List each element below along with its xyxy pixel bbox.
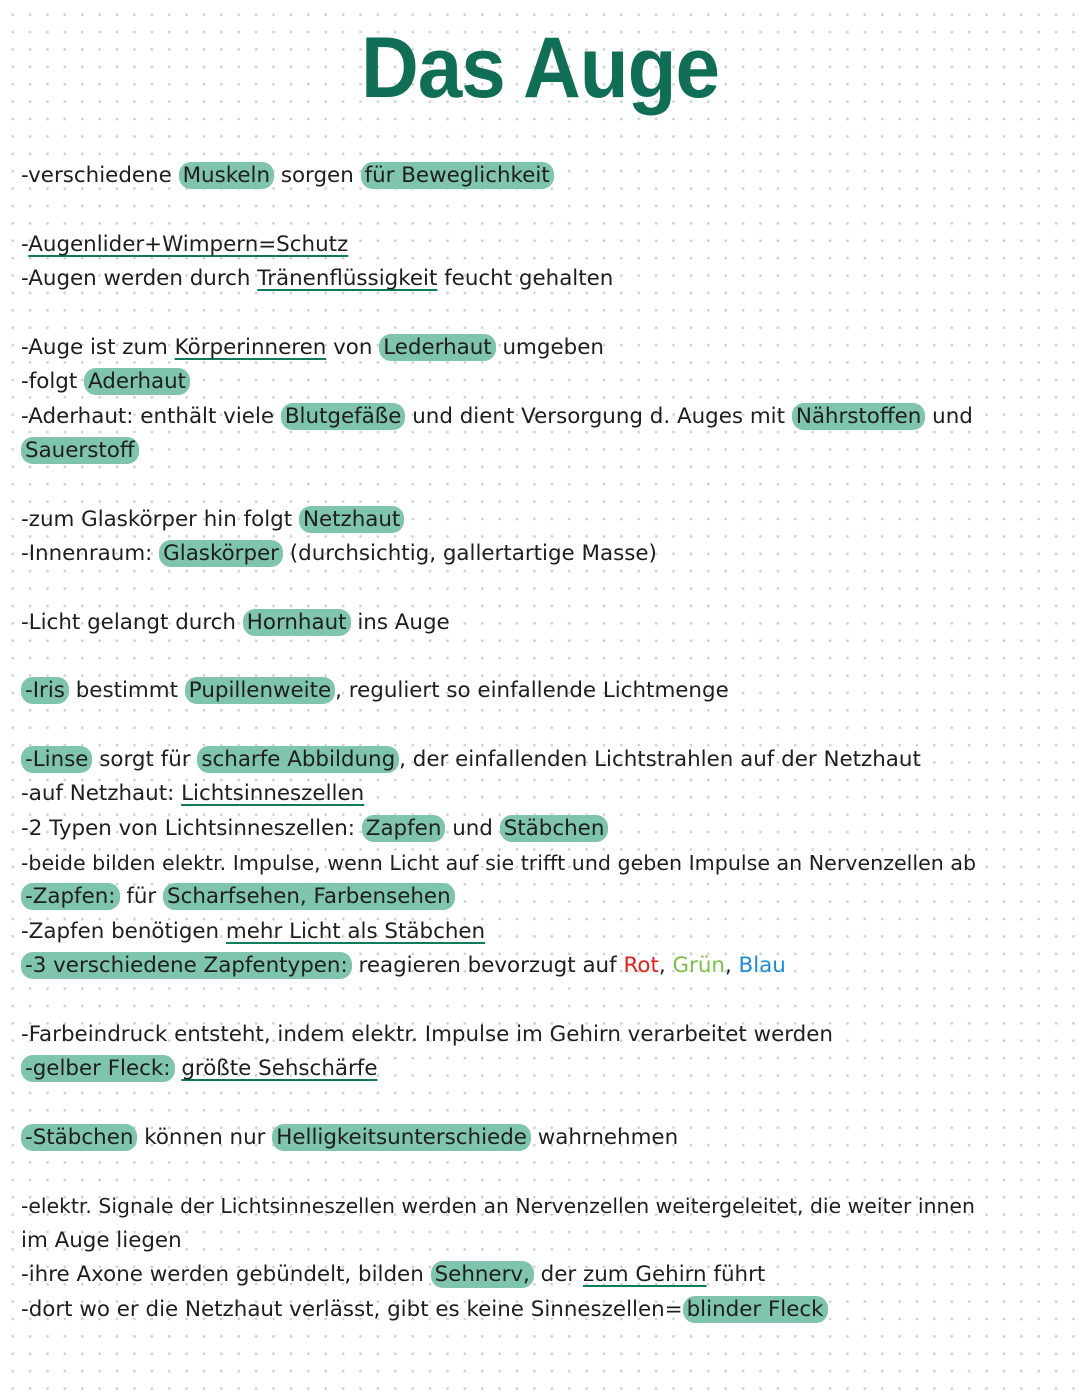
highlight: Lederhaut (379, 334, 495, 361)
underlined-text: Tränenflüssigkeit (257, 266, 438, 291)
note-line (21, 918, 485, 946)
text: -2 Typen von Lichtsinneszellen: (21, 816, 362, 841)
text: sorgen (274, 163, 361, 188)
note-line (21, 815, 608, 843)
text: , (658, 953, 673, 978)
text: -Zapfen benötigen (21, 919, 226, 944)
note-line (21, 265, 613, 293)
text: umgeben (495, 335, 604, 360)
highlight: Aderhaut (84, 368, 190, 395)
note-line (21, 506, 404, 534)
text: -auf Netzhaut: (21, 781, 182, 806)
highlight: Sehnerv, (431, 1261, 534, 1288)
highlight: Blutgefäße (281, 403, 406, 430)
highlight: Hornhaut (243, 609, 351, 636)
text: -Licht gelangt durch (21, 610, 243, 635)
highlight: scharfe Abbildung (197, 746, 399, 773)
text: -verschiedene (21, 163, 179, 188)
note-line (21, 1055, 377, 1083)
text: -Aderhaut: enthält viele (21, 404, 281, 429)
highlight: -Linse (21, 746, 92, 773)
text: -beide bilden elektr. Impulse, wenn Licht auf sie trifft und geben Impulse an Nervenzellen ab (21, 851, 977, 875)
text: -Augen werden durch (21, 266, 258, 291)
text: und (925, 404, 973, 429)
text: für (119, 884, 163, 909)
highlight: blinder Fleck (683, 1296, 828, 1323)
note-line (21, 1021, 833, 1049)
text: bestimmt (68, 678, 185, 703)
note-line (21, 780, 364, 808)
text: im Auge liegen (21, 1228, 182, 1253)
note-line (21, 1192, 975, 1220)
text: von (326, 335, 380, 360)
note-line (21, 952, 786, 980)
text: -Auge ist zum (21, 335, 175, 360)
note-line (21, 1261, 765, 1289)
highlight: -Iris (21, 677, 69, 704)
highlight: Sauerstoff (21, 437, 139, 464)
highlight: Nährstoffen (792, 403, 926, 430)
note-line (21, 1296, 828, 1324)
note-line (21, 334, 604, 362)
text: ins Auge (350, 610, 450, 635)
highlight: Glaskörper (159, 540, 283, 567)
text: feucht gehalten (437, 266, 614, 291)
note-line (21, 609, 450, 637)
note-line (21, 162, 554, 190)
highlight: Helligkeitsunterschiede (272, 1124, 531, 1151)
highlight: Netzhaut (299, 506, 404, 533)
underlined-text: größte Sehschärfe (181, 1056, 378, 1081)
underlined-text: Lichtsinneszellen (181, 781, 365, 806)
underlined-text: mehr Licht als Stäbchen (225, 919, 486, 944)
note-line (21, 231, 348, 259)
note-line (21, 883, 455, 911)
highlight: -Zapfen: (21, 883, 120, 910)
note-line (21, 746, 921, 774)
text: und (445, 816, 500, 841)
highlight: Zapfen (362, 815, 446, 842)
highlight: -Stäbchen (21, 1124, 137, 1151)
highlight: Muskeln (179, 162, 274, 189)
text: -dort wo er die Netzhaut verlässt, gibt es keine Sinneszellen= (21, 1297, 683, 1322)
note-line (21, 403, 973, 431)
text: -elektr. Signale der Lichtsinneszellen werden an Nervenzellen weitergeleitet, die weiter innen (21, 1194, 975, 1218)
note-line (21, 368, 190, 396)
underlined-text: zum Gehirn (582, 1262, 707, 1287)
color-word-blue: Blau (738, 953, 786, 978)
note-line (21, 1124, 678, 1152)
text: sorgt für (92, 747, 198, 772)
note-line (21, 677, 729, 705)
text: -folgt (21, 369, 85, 394)
highlight: Scharfsehen, Farbensehen (163, 883, 455, 910)
note-line (21, 437, 139, 465)
highlight: Stäbchen (500, 815, 609, 842)
text: - (21, 232, 29, 257)
text: -ihre Axone werden gebündelt, bilden (21, 1262, 431, 1287)
text: wahrnehmen (530, 1125, 679, 1150)
text: , (724, 953, 739, 978)
note-line (21, 849, 976, 877)
note-line (21, 540, 657, 568)
text: der (533, 1262, 583, 1287)
text: -Farbeindruck entsteht, indem elektr. Impulse im Gehirn verarbeitet werden (21, 1022, 833, 1047)
page-title: Das Auge (360, 19, 719, 116)
text: und dient Versorgung d. Auges mit (405, 404, 792, 429)
text: -Innenraum: (21, 541, 160, 566)
text: -zum Glaskörper hin folgt (21, 507, 299, 532)
underlined-text: Augenlider+Wimpern=Schutz (28, 232, 349, 257)
text: , der einfallenden Lichtstrahlen auf der Netzhaut (399, 747, 921, 772)
text: können nur (137, 1125, 273, 1150)
color-word-red: Rot (623, 953, 659, 978)
highlight: -3 verschiedene Zapfentypen: (21, 952, 352, 979)
text: (durchsichtig, gallertartige Masse) (282, 541, 657, 566)
text: führt (706, 1262, 766, 1287)
highlight: Pupillenweite (185, 677, 335, 704)
color-word-green: Grün (672, 953, 725, 978)
underlined-text: Körperinneren (174, 335, 327, 360)
highlight: für Beweglichkeit (361, 162, 554, 189)
note-line (21, 1227, 182, 1255)
highlight: -gelber Fleck: (21, 1055, 175, 1082)
text: , reguliert so einfallende Lichtmenge (335, 678, 729, 703)
text: reagieren bevorzugt auf (351, 953, 624, 978)
